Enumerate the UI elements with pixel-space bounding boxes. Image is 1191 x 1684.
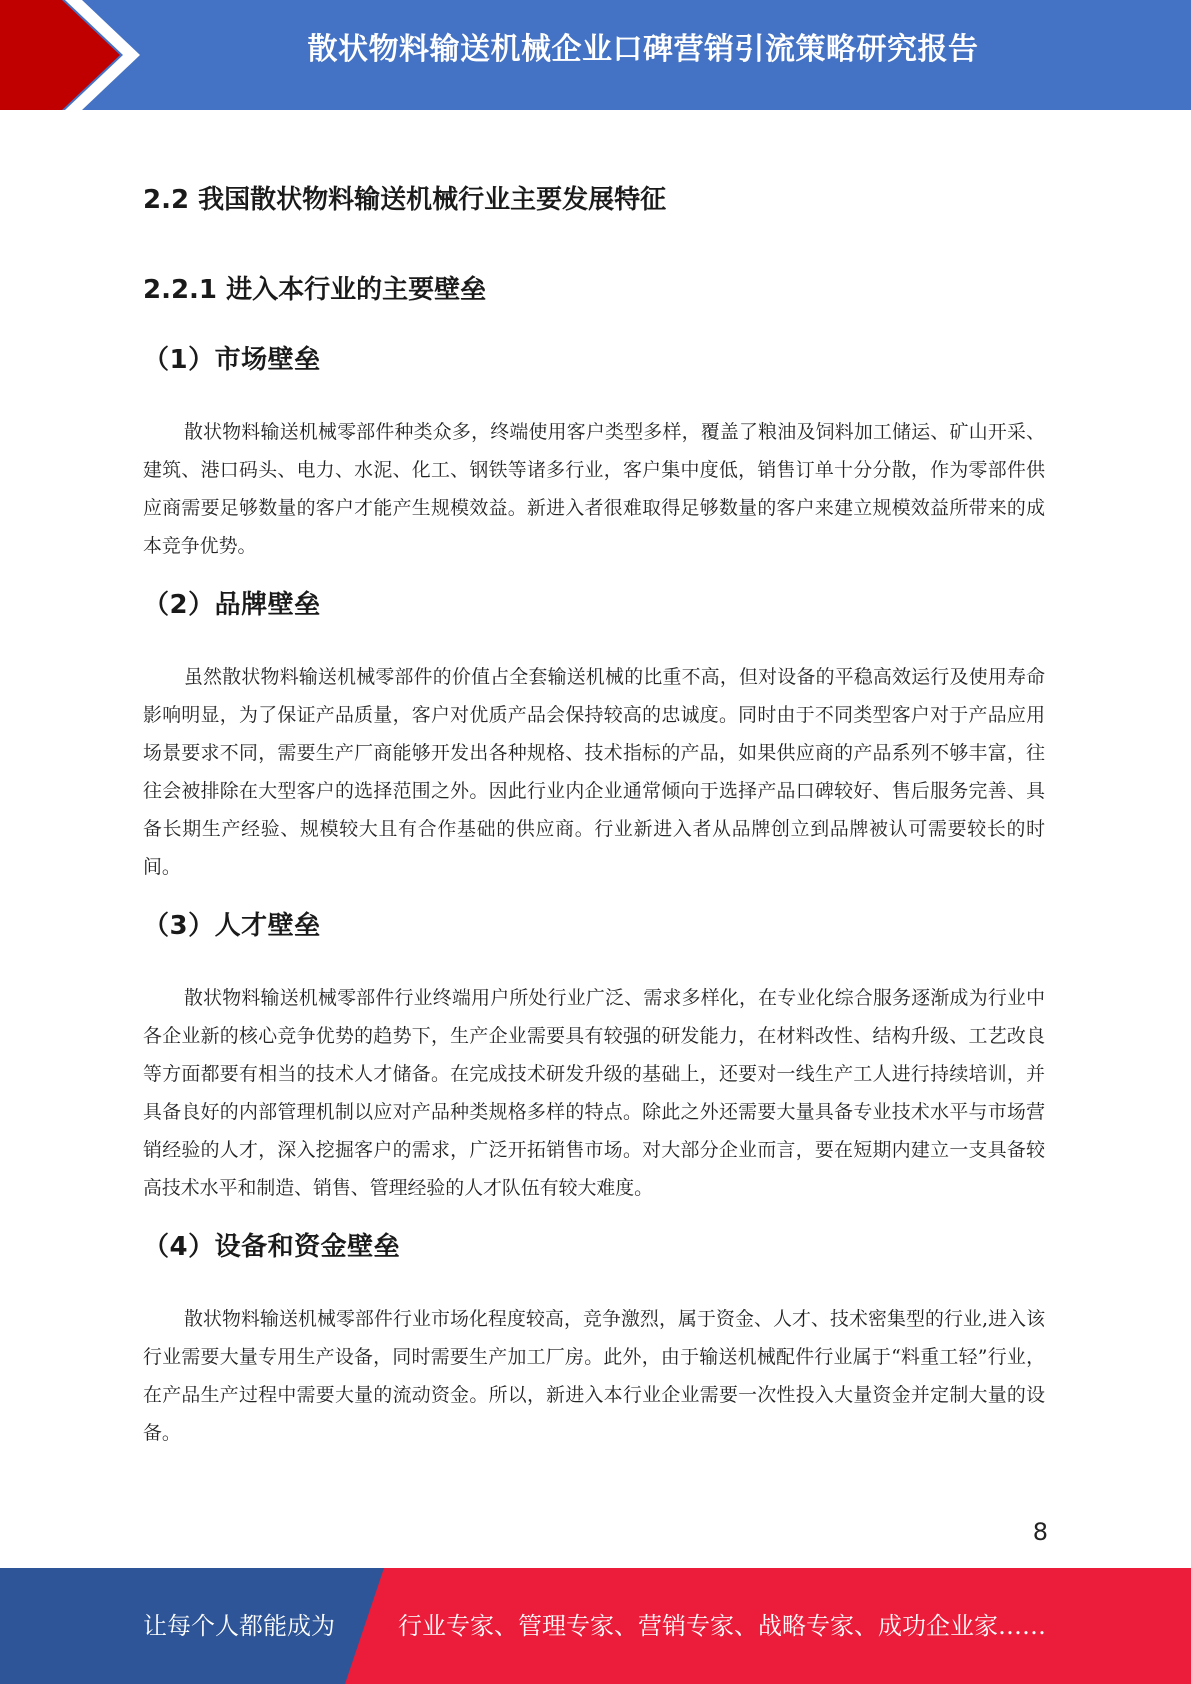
- page-number: 8: [1032, 1518, 1048, 1546]
- item-paragraph-brand: 虽然散状物料输送机械零部件的价值占全套输送机械的比重不高，但对设备的平稳高效运行及使用寿命影响明显，为了保证产品质量，客户对优质产品会保持较高的忠诚度。同时由于不同类型客户对于产品应用场景要求不同，需要生产厂商能够开发出各种规格、技术指标的产品，如果供应商的产品系列不够丰富，往往会被排除在大型客户的选择范围之外。因此行业内企业通常倾向于选择产品口碑较好、售后服务完善、具备长期生产经验、规模较大且有合作基础的供应商。行业新进入者从品牌创立到品牌被认可需要较长的时间。: [143, 666, 1045, 878]
- footer-slogan-right: 行业专家、管理专家、营销专家、战略专家、成功企业家……: [398, 1612, 1046, 1640]
- item-heading-talent: （3）人才壁垒: [143, 911, 321, 941]
- section-title: 2.2 我国散状物料输送机械行业主要发展特征: [143, 185, 667, 215]
- item-paragraph-capital: 散状物料输送机械零部件行业市场化程度较高，竞争激烈，属于资金、人才、技术密集型的行业,进入该行业需要大量专用生产设备，同时需要生产加工厂房。此外，由于输送机械配件行业属于“料重工轻”行业，在产品生产过程中需要大量的流动资金。所以，新进入本行业企业需要一次性投入大量资金并定制大量的设备。: [143, 1308, 1045, 1444]
- header-arrow-decoration: [0, 0, 150, 110]
- footer-banner: [0, 1568, 1191, 1684]
- header-banner: [0, 0, 1191, 110]
- page-content: [143, 170, 1045, 1462]
- item-heading-brand: （2）品牌壁垒: [143, 590, 321, 620]
- item-heading-capital: （4）设备和资金壁垒: [143, 1232, 401, 1262]
- item-paragraph-talent: 散状物料输送机械零部件行业终端用户所处行业广泛、需求多样化，在专业化综合服务逐渐成为行业中各企业新的核心竞争优势的趋势下，生产企业需要具有较强的研发能力，在材料改性、结构升级、工艺改良等方面都要有相当的技术人才储备。在完成技术研发升级的基础上，还要对一线生产工人进行持续培训，并具备良好的内部管理机制以应对产品种类规格多样的特点。除此之外还需要大量具备专业技术水平与市场营销经验的人才，深入挖掘客户的需求，广泛开拓销售市场。对大部分企业而言，要在短期内建立一支具备较高技术水平和制造、销售、管理经验的人才队伍有较大难度。: [143, 987, 1045, 1199]
- footer-slogan-left: 让每个人都能成为: [143, 1612, 335, 1640]
- item-paragraph-market: 散状物料输送机械零部件种类众多，终端使用客户类型多样，覆盖了粮油及饲料加工储运、矿山开采、建筑、港口码头、电力、水泥、化工、钢铁等诸多行业，客户集中度低，销售订单十分分散，作为零部件供应商需要足够数量的客户才能产生规模效益。新进入者很难取得足够数量的客户来建立规模效益所带来的成本竞争优势。: [143, 421, 1045, 557]
- item-heading-market: （1）市场壁垒: [143, 345, 321, 375]
- subsection-title: 2.2.1 进入本行业的主要壁垒: [143, 275, 487, 305]
- report-title: 散状物料输送机械企业口碑营销引流策略研究报告: [307, 32, 979, 67]
